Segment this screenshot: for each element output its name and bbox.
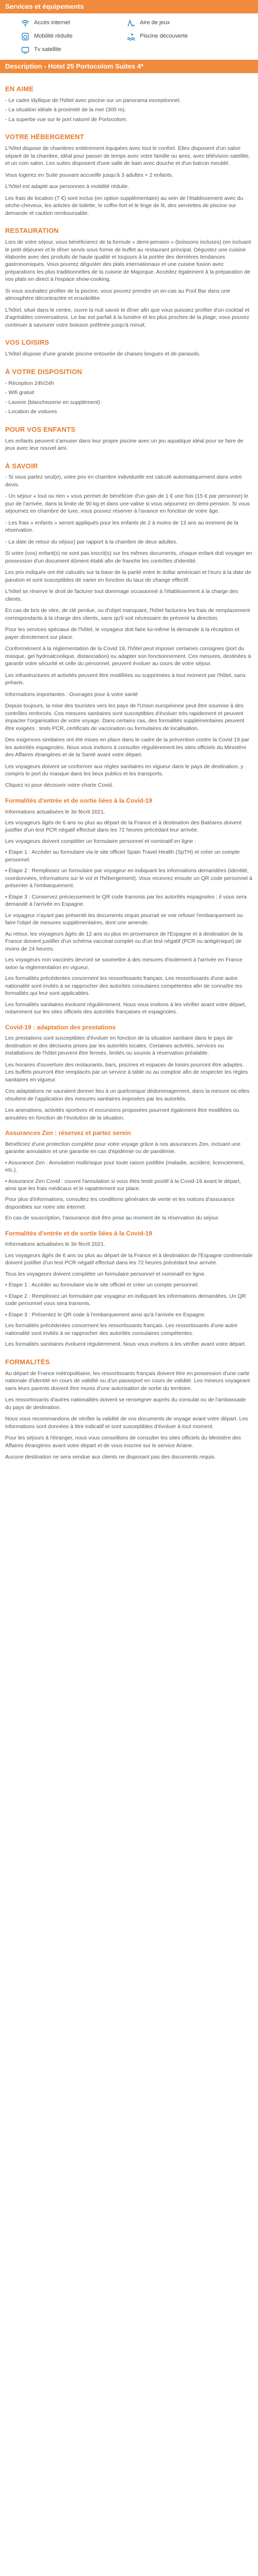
formalites-body [5, 1370, 253, 1461]
section-body [5, 350, 253, 358]
service-item [21, 19, 121, 28]
info-note: Informations importantes : Ouvrages pour à votre santé [5, 691, 138, 698]
paragraph: Bénéficiez d'une protection complète pour votre voyage grâce à nos assurances Zen, incluant une garantie annulation et une garantie en cas d'épidémie ou de pandémie. [5, 1141, 241, 1155]
pool-icon [126, 32, 136, 41]
paragraph: Les prix indiqués ont été calculés sur la base de la parité entre le dollar américain et l'euro à la date de parution et sont susceptibles de varier en fonction du taux de change effectif. [5, 569, 251, 583]
section-title: À SAVOIR [5, 462, 38, 470]
service-item [21, 32, 121, 41]
paragraph: Les ressortissants d'autres nationalités doivent se renseigner auprès du consulat ou de l'ambassade du pays de destination. [5, 1397, 246, 1411]
paragraph: L'hôtel se réserve le droit de facturer tout dommage occasionné à l'établissement à la charge des clients. [5, 588, 238, 602]
paragraph: En cas de bris de vitre, de clé perdue, ou d'objet manquant, l'hôtel facturera les frais de remplacement correspondants à la charge des clients, sans qu'il soit nécessaire de prévenir la direction. [5, 607, 250, 621]
paragraph: Les formalités précédentes concernent les ressortissants français. Les ressortissants d'une autre nationalité sont invités à se rapprocher des autorités consulaires compétentes. [5, 1323, 238, 1336]
paragraph: - La date de retour du séjour) par rapport à la chambre de deux adultes. [5, 538, 178, 545]
covid-adaptation-body [5, 1035, 253, 1122]
list-item: - Wifi gratuit [5, 389, 35, 396]
section-body [5, 473, 253, 686]
formalities-title: Formalités d'entrée et de sortie liées à la Covid-19 [5, 796, 152, 804]
service-item [126, 19, 227, 28]
paragraph: Pour plus d'informations, consultez les conditions générales de vente et les notices d'assurance disponibles sur notre site internet. [5, 1196, 235, 1210]
service-label: Aire de jeux [140, 20, 170, 26]
section-body [5, 380, 253, 416]
paragraph: • Étape 1 : Accéder au formulaire via le site officiel et créer un compte personnel. [5, 1282, 199, 1289]
paragraph: Vous logerez en Suite pouvant accueillir jusqu'à 3 adultes + 2 enfants. [5, 172, 173, 178]
paragraph: Les horaires d'ouverture des restaurants, bars, piscines et espaces de loisirs pourront être adaptés. Les buffets pourront être remplacés par un service à table ou au comptoir afin de respecter les règles sanitaires en vigueur. [5, 1061, 248, 1083]
service-item [126, 32, 227, 41]
paragraph: • Étape 3 : Conservez précieusement le QR code transmis par les autorités espagnoles ; il vous sera demandé à l'arrivée en Espagne. [5, 893, 247, 908]
paragraph: • Étape 2 : Remplissez un formulaire par voyageur en indiquant les informations demandées (identité, coordonnées, informations sur le vol et l'hébergement). Vous recevrez ensuite un QR code personnel à présenter à l'embarquement. [5, 868, 252, 889]
paragraph: - Les frais « enfants » seront appliqués pour les enfants de 2 à moins de 13 ans au moment de la réservation. [5, 519, 238, 534]
section-body [5, 239, 253, 329]
paragraph: Les frais de location (7 €) sont inclus (en option supplémentaire) au sein de l'établissement avec du sèche-cheveux, les articles de toilette, le coffre-fort et le linge de lit, des serviettes de piscine sur demande et caution remboursable. [5, 195, 244, 216]
paragraph: Les voyageurs doivent compléter un formulaire personnel et nominatif en ligne : [5, 838, 197, 844]
paragraph: Si votre (vos) enfant(s) ne sont pas inscrit(s) sur les mêmes documents, chaque enfant doit voyager en possession d'un document dûment établi afin de franchir les contrôles d'identité. [5, 550, 252, 564]
covid-adaptation-title: Covid-19 : adaptation des prestations [5, 1023, 116, 1031]
tv-icon [21, 45, 30, 55]
paragraph: • Étape 3 : Présentez le QR code à l'embarquement ainsi qu'à l'arrivée en Espagne. [5, 1311, 206, 1318]
services-grid [0, 13, 258, 60]
paragraph: Lors de votre séjour, vous bénéficierez de la formule « demi-pension » (boissons incluses) (en incluant le petit déjeuner et le dîner servis sous forme de buffet au restaurant principal. Dégustez une cuisine élaborée avec des produits de haute qualité et toujours à la portée des dernières tendances gastronomiques. Vous pourrez déguster des plats internationaux et une cuisine fusion avec préparations les plus traditionnelles de la cuisine de Majorque. Accédez également à la préparation de vos plats en direct à l'espace show-cooking. [5, 239, 251, 283]
paragraph: Si vous souhaitez profiter de la piscine, vous pouvez prendre un en-cas au Pool Bar dans une atmosphère décontractée et ensoleillée. [5, 287, 231, 302]
paragraph: Les prestations sont susceptibles d'évoluer en fonction de la situation sanitaire dans le pays de destination et des décisions prises par les autorités locales. Certaines activités, services ou installations de l'hôtel peuvent être fermés, limités ou soumis à réservation préalable. [5, 1035, 233, 1057]
paragraph: Nous vous recommandons de vérifier la validité de vos documents de voyage avant votre départ. Les informations sont données à titre indicatif et sont susceptibles d'évoluer à tout moment. [5, 1416, 248, 1430]
paragraph: • Étape 1 : Accéder au formulaire via le site officiel Spain Travel Health (SpTH) et créer un compte personnel. [5, 849, 240, 863]
covid-charter-link[interactable]: Cliquez ici pour découvrir notre charte Covid. [5, 782, 114, 789]
service-label: Accès internet [34, 20, 70, 26]
list-item: - Réception 24h/24h [5, 380, 54, 386]
insurance-title: Assurances Zen : réservez et partez serein [5, 1129, 131, 1137]
list-item: - Laverie (blanchisserie en supplément) [5, 399, 100, 405]
description-content [0, 73, 258, 1461]
paragraph: Les voyageurs doivent se conformer aux règles sanitaires en vigueur dans le pays de destination, y compris le port du masque dans les lieux publics et les transports. [5, 763, 244, 777]
formalities-title-2: Formalités d'entrée et de sortie liées à la Covid-19 [5, 1229, 152, 1237]
paragraph: Au départ de France métropolitaine, les ressortissants français doivent être en possession d'une carte nationale d'identité en cours de validité ou d'un passeport en cours de validité. Les mineurs voyageant sans leurs parents doivent être munis d'une autorisation de sortie du territoire. [5, 1370, 250, 1392]
paragraph: Informations actualisées le 3e fécrit 2021. [5, 1241, 105, 1248]
info-body [5, 702, 253, 777]
laundry-icon [21, 32, 30, 41]
paragraph: - Le cadre idyllique de l'hôtel avec piscine sur un panorama exceptionnel. [5, 97, 181, 104]
paragraph: Au retour, les voyageurs âgés de 12 ans ou plus en provenance de l'Espagne et à destination de la France doivent justifier d'un schéma vaccinal complet ou d'un test négatif (PCR ou antigénique) de moins de 24 heures. [5, 930, 243, 952]
section-title: RESTAURATION [5, 227, 59, 235]
paragraph: • Étape 2 : Remplissez un formulaire par voyageur en indiquant les informations demandées. Un QR code personnel vous sera transmis. [5, 1293, 246, 1307]
formalites-title: FORMALITÉS [5, 1358, 50, 1366]
section-title: VOTRE HÉBERGEMENT [5, 133, 84, 141]
paragraph: Pour les services spéciaux de l'hôtel, le voyageur doit faire lui-même la demande à la réception et payer directement sur place. [5, 626, 239, 640]
paragraph: Les formalités sanitaires évoluent régulièrement. Nous vous invitons à les vérifier avant votre départ, notamment sur les sites officiels des autorités françaises et espagnoles. [5, 1001, 246, 1015]
wifi-icon [21, 19, 30, 28]
paragraph: L'hôtel dispose de chambres entièrement équipées avec tout le confort. Elles disposent d'un salon séparé de la chambre, idéal pour passer de temps avec votre famille ou amis, avec télévision satellite, et un coin salon. Les suites disposent d'une salle de bain avec douche et d'un balcon meublé. [5, 145, 250, 167]
section-title: À VOTRE DISPOSITION [5, 367, 82, 376]
paragraph: - La superbe vue sur le port naturel de Portocolom. [5, 116, 127, 123]
paragraph: • Assurance Zen Covid : couvre l'annulation si vous êtes testé positif à la Covid-19 avant le départ, ainsi que les frais médicaux et le rapatriement sur place. [5, 1178, 241, 1192]
section-title: VOS LOISIRS [5, 338, 50, 347]
service-label: Mobilité réduite [34, 33, 73, 40]
formalities-body [5, 808, 253, 1016]
paragraph: - Un séjour « tout ou rien » vous permet de bénéficier d'un gain de 1 € une fois (15 € par personne) le jour de l'arrivée, dans la limite de 90 kg et dans une valise si vous séjournez en demi-pension. Si vous séjournez en chambre de luxe, vous pouvez réserver à l'avance en fonction de votre âge. [5, 493, 250, 515]
paragraph: Les formalités précédentes concernent les ressortissants français. Les ressortissants d'une autre nationalité sont invités à se rapprocher des autorités consulaires compétentes afin de connaître les formalités qui leur sont applicables. [5, 975, 243, 997]
paragraph: Les voyageurs non vaccinés devront se soumettre à des mesures d'isolement à l'arrivée en France selon la réglementation en vigueur. [5, 957, 243, 971]
paragraph: Ces adaptations ne sauraient donner lieu à un quelconque dédommagement, dans la mesure où elles résultent de l'application des mesures sanitaires imposées par les autorités. [5, 1088, 250, 1102]
paragraph: Les animations, activités sportives et excursions proposées pourront également être modifiées ou annulées en fonction de l'évolution de la situation. [5, 1107, 239, 1121]
paragraph: Conformément à la réglementation de la Covid 19, l'hôtel peut imposer certaines consignes (port du masque, gel hydroalcoolique, distanciation) ou adapter son fonctionnement. Ces mesures, destinées à garantir votre sécurité et celle du personnel, peuvent évoluer au cours de votre séjour. [5, 646, 251, 667]
paragraph: Le voyageur n'ayant pas présenté les documents requis pourrait se voir refuser l'embarquement ou faire l'objet de mesures supplémentaires, dont une amende. [5, 912, 243, 926]
paragraph: Des exigences similaires ont été mises en place dans le cadre de la prévention contre la Covid 19 par les autorités espagnoles. Nous vous invitons à consulter régulièrement les sites officiels du Ministère des Affaires étrangères et de la Santé avant votre départ. [5, 737, 249, 758]
paragraph: Les voyageurs âgés de 6 ans ou plus au départ de la France et à destination des Baléares doivent justifier d'un test PCR négatif effectué dans les 72 heures précédant leur arrivée. [5, 819, 241, 834]
paragraph: Depuis toujours, la mise des touristes vers les pays de l'Union européenne peut être soumise à des contrôles renforcés. Ces mesures sanitaires sont susceptibles d'évoluer très rapidement et peuvent impacter l'organisation de votre voyage. Dans certains cas, des formalités supplémentaires peuvent être exigées : tests PCR, certificats de vaccination ou formulaires de localisation. [5, 703, 245, 732]
paragraph: Les infrastructures et activités peuvent être modifiées ou supprimées à tout moment par l'hôtel, sans préavis. [5, 672, 246, 686]
paragraph: Informations actualisées le 3e fécrit 2021. [5, 808, 105, 815]
service-label: Piscine découverte [140, 33, 188, 40]
section-title: EN AIME [5, 84, 34, 93]
service-item [21, 45, 121, 55]
description-banner: Description - Hotel 25 Portocolom Suites 4* [0, 60, 258, 73]
paragraph: Les enfants peuvent s'amuser dans leur propre piscine avec un jeu aquatique idéal pour se faire de jeux avec leur nouvel ami. [5, 437, 244, 452]
paragraph: L'hôtel dispose d'une grande piscine entourée de chaises longues et de parasols. [5, 351, 201, 358]
services-banner: Services et équipements [0, 0, 258, 13]
insurance-body [5, 1141, 253, 1222]
paragraph: L'hôtel, situé dans le centre, ouvre la nuit savoir le dîner afin que vous puissiez profiter d'un cocktail et d'agréables conversations. Le bar est parfait à la lumière et les plus proches de la plage, vous pouvez continuer à savourer votre boisson préférée jusqu'à minuit. [5, 307, 250, 328]
playground-icon [126, 19, 136, 28]
paragraph: - Si vous partez seul(e), votre prix en chambre individuelle est calculé automatiquement dans votre devis. [5, 474, 242, 488]
formalities-body-2 [5, 1241, 253, 1348]
paragraph: Pour les séjours à l'étranger, nous vous conseillons de consulter les sites officiels du Ministère des Affaires étrangères avant votre départ et de vous inscrire sur le service Ariane. [5, 1435, 241, 1449]
paragraph: - La situation idéale à proximité de la mer (300 m). [5, 107, 126, 113]
paragraph: Les formalités sanitaires évoluent régulièrement. Nous vous invitons à les vérifier avant votre départ. [5, 1341, 246, 1348]
service-label: Tv satellite [34, 46, 61, 53]
section-body [5, 437, 253, 452]
paragraph: L'hôtel est adapté aux personnes à mobilité réduite. [5, 183, 130, 190]
section-body [5, 145, 253, 217]
paragraph: Les voyageurs âgés de 6 ans ou plus au départ de la France et à destination de l'Espagne continentale doivent justifier d'un test PCR négatif effectué dans les 72 heures précédant leur arrivée. [5, 1252, 253, 1266]
paragraph: En cas de souscription, l'assurance doit être prise au moment de la réservation du séjour. [5, 1215, 220, 1222]
paragraph: Tous les voyageurs doivent compléter un formulaire personnel et nominatif en ligne. [5, 1270, 206, 1277]
paragraph: • Assurance Zen : Annulation multirisque pour toute raison justifiée (maladie, accident, licenciement, etc.). [5, 1159, 245, 1174]
list-item: - Location de voitures [5, 409, 57, 415]
section-body [5, 97, 253, 123]
section-title: POUR VOS ENFANTS [5, 425, 76, 433]
paragraph: Aucune destination ne sera vendue aux clients ne disposant pas des documents requis. [5, 1454, 216, 1461]
